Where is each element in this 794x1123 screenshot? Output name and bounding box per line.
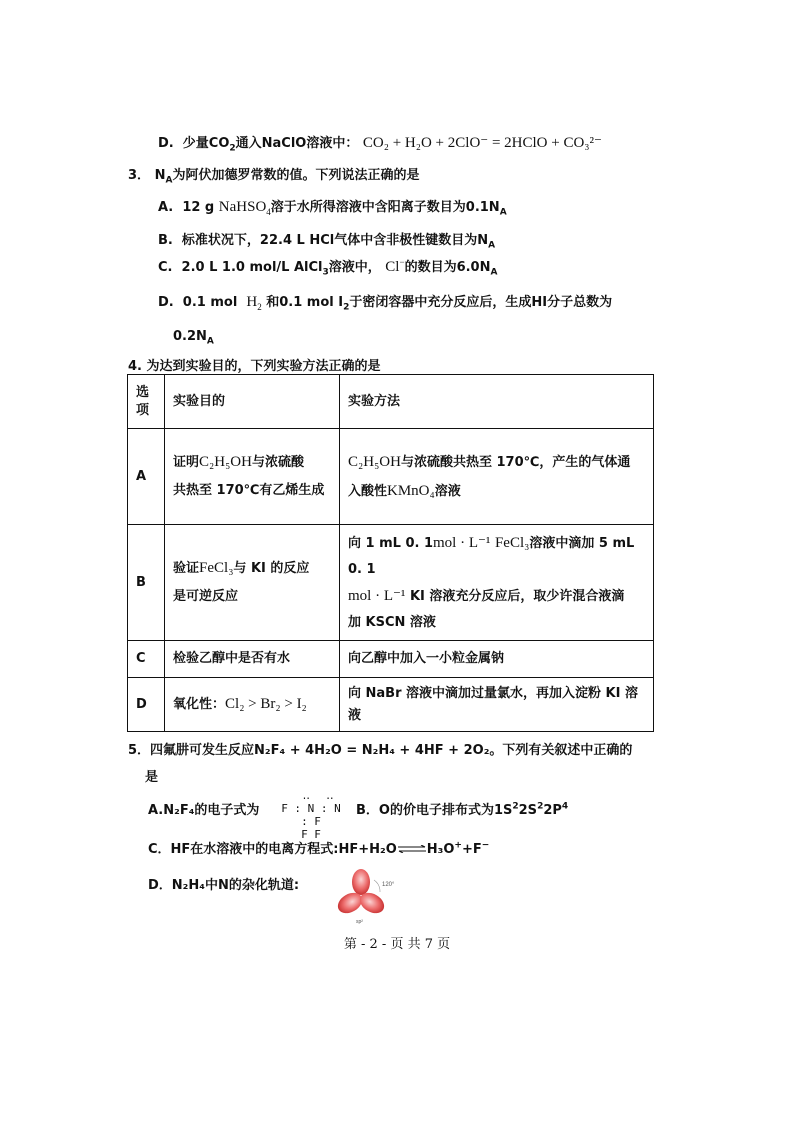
equilibrium-arrow-icon [397, 842, 427, 857]
table-row [128, 429, 654, 525]
row-d-method: 向 NaBr 溶液中滴加过量氯水，再加入淀粉 KI 溶 液 [340, 678, 654, 732]
experiment-table [127, 374, 654, 732]
header-option: 选项 [128, 375, 165, 429]
q2-equation: CO₂ + H₂O + 2ClO⁻ = 2HClO + CO₃²⁻ [362, 135, 602, 151]
row-c-option: C [128, 641, 165, 678]
lewis-structure: ‥ ‥ F : N : N : F F F [281, 789, 341, 841]
q3-option-b: B. 标准状况下，22.4 L HCl气体中含非极性键数目为$N_A$ [158, 233, 496, 251]
hybrid-label: sp² [356, 919, 363, 925]
q3-stem: 3． $N_A$为阿伏加德罗常数的值。下列说法正确的是 [128, 168, 420, 186]
row-a-purpose: 证明C₂H₅OH与浓硫酸 共热至 170℃有乙烯生成 [165, 429, 340, 525]
angle-label: 120° [382, 882, 395, 888]
header-purpose: 实验目的 [165, 375, 340, 429]
q3-option-c: C. 2.0 L 1.0 mol/L AlCl$_3$溶液中， Cl−的数目为$6.0N_A$ [158, 257, 498, 278]
row-a-option: A [128, 429, 165, 525]
table-row [128, 641, 654, 678]
table-header-row [128, 375, 654, 429]
q2-option-d: D. 少量$CO_2$通入NaClO溶液中： CO₂ + H₂O + 2ClO⁻ = 2HClO + CO₃²⁻ [158, 135, 602, 154]
row-d-purpose: 氧化性：Cl₂ > Br₂ > I₂ [165, 678, 340, 732]
row-d-option: D [128, 678, 165, 732]
sp2-orbital-icon [330, 866, 406, 926]
row-b-option: B [128, 525, 165, 641]
q3-option-d-cont: $0.2N_A$ [173, 329, 214, 347]
q3-option-d: D. 0.1 mol $H_2$ 和0.1 mol $I_2$于密闭容器中充分反应后，生成HI分子总数为 [158, 294, 613, 313]
q4-stem: 4. 为达到实验目的，下列实验方法正确的是 [128, 359, 381, 374]
row-b-method: 向 1 mL 0. 1mol · L⁻¹ FeCl₃溶液中滴加 5 mL 0. 1 mol · L⁻¹ KI 溶液充分反应后，取少许混合液滴 加 KSCN 溶液 [340, 525, 654, 641]
row-c-method: 向乙醇中加入一小粒金属钠 [340, 641, 654, 678]
q5-stem-cont: 是 [145, 770, 159, 785]
q5-option-b: B．O的价电子排布式为$1S^22S^22P^4$ [356, 801, 569, 818]
q5-option-a: A.N₂F₄的电子式为 [148, 803, 260, 818]
q5-option-c: C．HF在水溶液中的电离方程式:HF+H₂O H₃O++F− [148, 840, 490, 857]
row-a-method: C₂H₅OH与浓硫酸共热至 170℃，产生的气体通 入酸性KMnO₄溶液 [340, 429, 654, 525]
table-row [128, 678, 654, 732]
q5-stem: 5．四氟肼可发生反应N₂F₄ + 4H₂O = N₂H₄ + 4HF + 2O₂。下列有关叙述中正确的 [128, 743, 633, 758]
row-c-purpose: 检验乙醇中是否有水 [165, 641, 340, 678]
q3-option-a: A. 12 g NaHSO$_4$溶于水所得溶液中含阳离子数目为$0.1N_A$ [158, 199, 507, 218]
header-method: 实验方法 [340, 375, 654, 429]
table-row [128, 525, 654, 641]
q5-option-d: D．N₂H₄中N的杂化轨道: [148, 878, 300, 893]
row-b-purpose: 验证FeCl₃与 KI 的反应 是可逆反应 [165, 525, 340, 641]
page-footer: 第 - 2 - 页 共 7 页 [343, 937, 451, 952]
